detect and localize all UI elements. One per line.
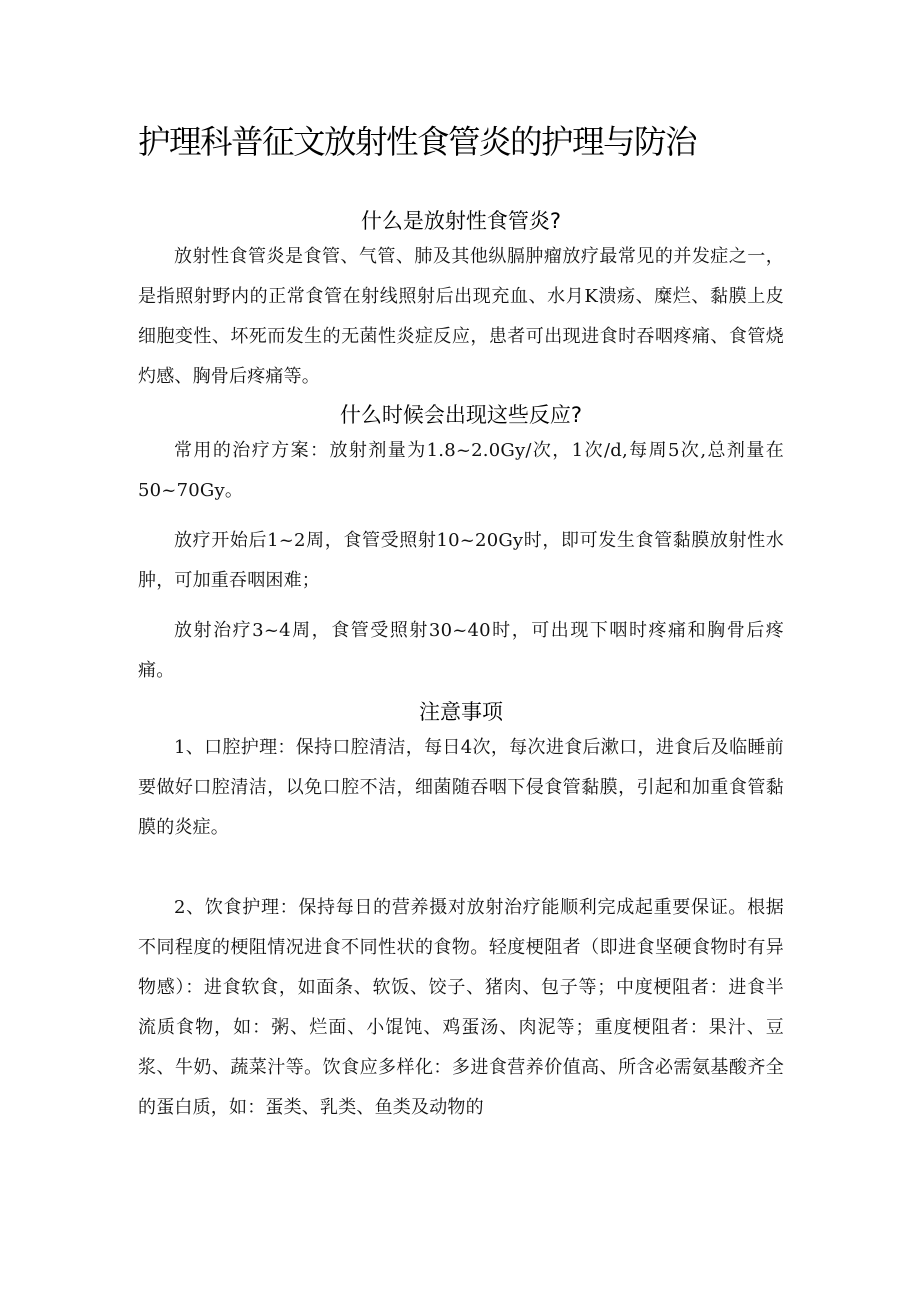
paragraph-oral-care: 1、口腔护理：保持口腔清洁，每日4次，每次进食后漱口，进食后及临睡前要做好口腔清洁，以免口腔不洁，细菌随吞咽下侵食管黏膜，引起和加重食管黏膜的炎症。 xyxy=(138,737,784,838)
section-heading-what-is: 什么是放射性食管炎? xyxy=(360,209,562,233)
paragraph-week-1-2: 放疗开始后1~2周，食管受照射10~20Gy时，即可发生食管黏膜放射性水肿，可加重吞咽困难； xyxy=(138,530,784,591)
document-page xyxy=(138,118,784,1128)
paragraph-week-3-4: 放射治疗3~4周，食管受照射30~40时，可出现下咽时疼痛和胸骨后疼痛。 xyxy=(138,620,784,681)
paragraph-diet-care: 2、饮食护理：保持每日的营养摄对放射治疗能顺利完成起重要保证。根据不同程度的梗阻情况进食不同性状的食物。轻度梗阻者（即进食坚硬食物时有异物感）：进食软食，如面条、软饭、饺子、猪肉、包子等；中度梗阻者：进食半流质食物，如：粥、烂面、小馄饨、鸡蛋汤、肉泥等；重度梗阻者：果汁、豆浆、牛奶、蔬菜汁等。饮食应多样化：多进食营养价值高、所含必需氨基酸齐全的蛋白质，如：蛋类、乳类、鱼类及动物的 xyxy=(138,897,784,1118)
paragraph-treatment-plan: 常用的治疗方案：放射剂量为1.8~2.0Gy/次，1次/d,每周5次,总剂量在50~70Gy。 xyxy=(138,440,784,501)
document-title: 护理科普征文放射性食管炎的护理与防治 xyxy=(138,123,697,161)
section-heading-precautions: 注意事项 xyxy=(419,700,503,724)
section-heading-when: 什么时候会出现这些反应? xyxy=(339,403,583,427)
paragraph-definition: 放射性食管炎是食管、气管、肺及其他纵膈肿瘤放疗最常见的并发症之一，是指照射野内的正常食管在射线照射后出现充血、水月K溃疡、糜烂、黏膜上皮细胞变性、坏死而发生的无菌性炎症反应，患者可出现进食时吞咽疼痛、食管烧灼感、胸骨后疼痛等。 xyxy=(138,246,784,387)
